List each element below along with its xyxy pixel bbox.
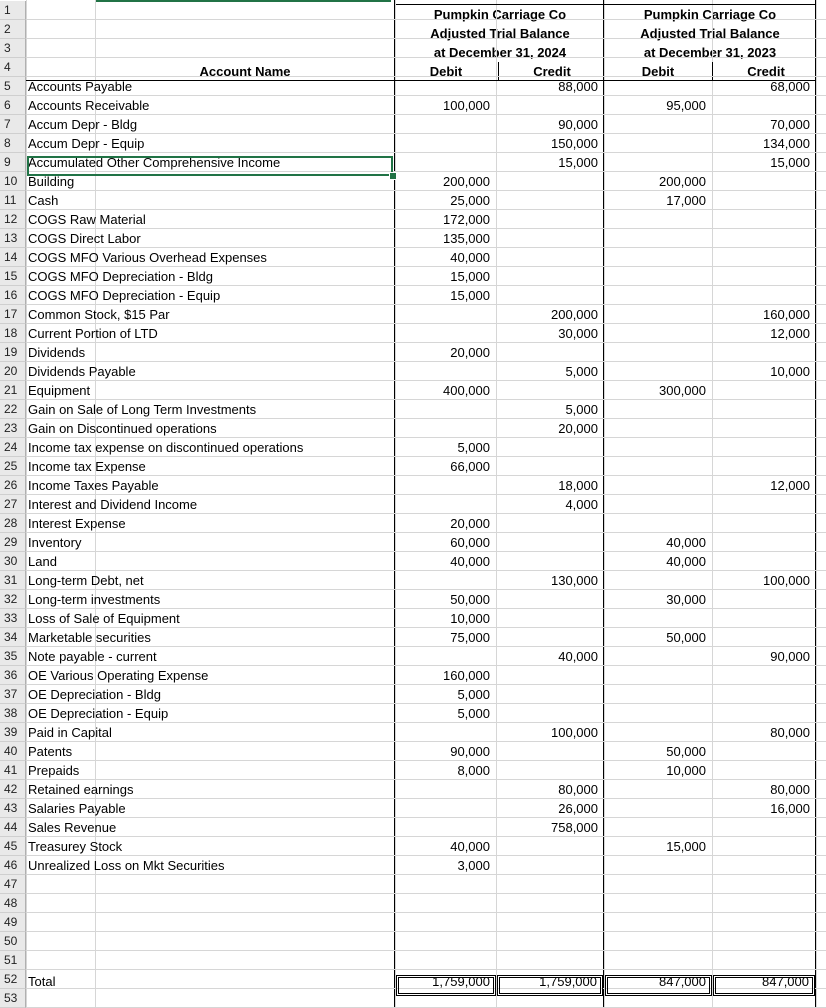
account-name-cell[interactable]: Long-term Debt, net	[28, 573, 144, 588]
credit-2024-cell[interactable]: 15,000	[558, 155, 598, 170]
date-2023[interactable]: at December 31, 2023	[643, 45, 777, 60]
credit-2024-cell[interactable]: 80,000	[558, 782, 598, 797]
account-name-cell[interactable]: Gain on Sale of Long Term Investments	[28, 402, 257, 417]
row-header[interactable]: 25	[0, 457, 26, 476]
debit-2023-cell[interactable]: 50,000	[666, 630, 706, 645]
total-label[interactable]: Total	[28, 974, 56, 989]
debit-2023-cell[interactable]	[604, 419, 712, 438]
row-header[interactable]: 7	[0, 115, 26, 134]
debit-2024-cell[interactable]: 135,000	[443, 231, 490, 246]
gridline-horizontal	[26, 931, 826, 932]
credit-2023-cell[interactable]: 12,000	[770, 326, 810, 341]
account-name-cell[interactable]: Treasurey Stock	[28, 839, 123, 854]
row-header[interactable]: 9	[0, 153, 26, 172]
debit-2024-cell[interactable]: 40,000	[450, 839, 490, 854]
credit-2024-cell[interactable]: 88,000	[558, 79, 598, 94]
account-name-cell[interactable]: Common Stock, $15 Par	[28, 307, 170, 322]
credit-2024-cell[interactable]: 5,000	[565, 402, 598, 417]
credit-2024-cell[interactable]: 90,000	[558, 117, 598, 132]
debit-2024-cell[interactable]: 66,000	[450, 459, 490, 474]
debit-2023-cell[interactable]	[604, 609, 712, 628]
row-header[interactable]: 45	[0, 837, 26, 856]
row-header[interactable]: 41	[0, 761, 26, 780]
debit-2023-cell[interactable]: 10,000	[666, 763, 706, 778]
row-header[interactable]: 39	[0, 723, 26, 742]
row-header[interactable]: 51	[0, 951, 26, 970]
row-header[interactable]: 49	[0, 913, 26, 932]
border-top	[396, 4, 816, 5]
account-name-cell[interactable]: Marketable securities	[28, 630, 151, 645]
row-header[interactable]: 6	[0, 96, 26, 115]
row-header[interactable]: 15	[0, 267, 26, 286]
credit-2023-cell[interactable]	[712, 666, 816, 685]
row-header[interactable]: 10	[0, 172, 26, 191]
row-header[interactable]: 5	[0, 77, 26, 96]
debit-2023-cell[interactable]	[604, 818, 712, 837]
debit-2024-cell[interactable]	[396, 134, 496, 153]
row-header[interactable]: 8	[0, 134, 26, 153]
account-name-header[interactable]: Account Name	[199, 64, 291, 79]
credit-2024-cell[interactable]	[496, 704, 604, 723]
credit-2023-cell[interactable]: 70,000	[770, 117, 810, 132]
credit-2023-cell[interactable]	[712, 704, 816, 723]
credit-2023-cell[interactable]: 160,000	[763, 307, 810, 322]
row-header[interactable]: 21	[0, 381, 26, 400]
account-name-cell[interactable]: Loss of Sale of Equipment	[28, 611, 180, 626]
debit-2024-cell[interactable]	[396, 153, 496, 172]
debit-2024-cell[interactable]	[396, 571, 496, 590]
debit-2023-cell[interactable]: 40,000	[666, 554, 706, 569]
credit-2024-cell[interactable]	[496, 210, 604, 229]
row-header[interactable]: 26	[0, 476, 26, 495]
credit-2023-cell[interactable]	[712, 533, 816, 552]
credit-2023-cell[interactable]	[712, 856, 816, 875]
debit-2023-cell[interactable]	[604, 666, 712, 685]
debit-2023-cell[interactable]	[604, 799, 712, 818]
credit-2023-cell[interactable]	[712, 514, 816, 533]
debit-2023-cell[interactable]: 200,000	[659, 174, 706, 189]
debit-2023-cell[interactable]	[604, 134, 712, 153]
debit-2023-cell[interactable]	[604, 780, 712, 799]
debit-2024-cell[interactable]: 20,000	[450, 516, 490, 531]
row-header[interactable]: 19	[0, 343, 26, 362]
gridline-horizontal	[26, 38, 826, 39]
debit-2023-cell[interactable]	[604, 153, 712, 172]
account-name-cell[interactable]: Inventory	[28, 535, 82, 550]
debit-2024-cell[interactable]: 8,000	[457, 763, 490, 778]
credit-2024-cell[interactable]	[496, 438, 604, 457]
debit-2024-cell[interactable]	[396, 647, 496, 666]
row-header[interactable]: 12	[0, 210, 26, 229]
account-name-cell[interactable]: Sales Revenue	[28, 820, 117, 835]
credit-2024-cell[interactable]	[496, 457, 604, 476]
total-credit-2023[interactable]: 847,000	[762, 974, 809, 989]
debit-2023-cell[interactable]	[604, 305, 712, 324]
credit-2023-cell[interactable]	[712, 590, 816, 609]
debit-2023-cell[interactable]	[604, 495, 712, 514]
row-header[interactable]: 28	[0, 514, 26, 533]
account-name-cell[interactable]: Land	[28, 554, 57, 569]
debit-2024-cell[interactable]	[396, 799, 496, 818]
row-header[interactable]: 17	[0, 305, 26, 324]
debit-2024-cell[interactable]	[396, 723, 496, 742]
debit-2023-cell[interactable]	[604, 248, 712, 267]
row-header[interactable]: 3	[0, 39, 26, 58]
credit-2024-cell[interactable]	[496, 628, 604, 647]
debit-2023-cell[interactable]: 95,000	[666, 98, 706, 113]
credit-2023-cell[interactable]	[712, 685, 816, 704]
credit-2023-cell[interactable]: 15,000	[770, 155, 810, 170]
credit-2023-cell[interactable]	[712, 495, 816, 514]
row-header[interactable]: 53	[0, 989, 26, 1008]
debit-2024-cell[interactable]: 400,000	[443, 383, 490, 398]
debit-2023-cell[interactable]	[604, 704, 712, 723]
debit-2024-cell[interactable]	[396, 324, 496, 343]
debit-2024-cell[interactable]: 50,000	[450, 592, 490, 607]
account-name-cell[interactable]: Gain on Discontinued operations	[28, 421, 217, 436]
debit-2023-cell[interactable]	[604, 571, 712, 590]
debit-2023-cell[interactable]: 40,000	[666, 535, 706, 550]
row-header[interactable]: 14	[0, 248, 26, 267]
debit-2024-cell[interactable]: 5,000	[457, 706, 490, 721]
credit-2024-cell[interactable]	[496, 552, 604, 571]
debit-2023-cell[interactable]	[604, 514, 712, 533]
account-name-cell[interactable]: OE Depreciation - Bldg	[28, 687, 161, 702]
credit-2024-cell[interactable]: 26,000	[558, 801, 598, 816]
debit-2023-cell[interactable]	[604, 647, 712, 666]
account-name-cell[interactable]: Interest Expense	[28, 516, 126, 531]
debit-2023-cell[interactable]	[604, 286, 712, 305]
credit-2024-cell[interactable]: 100,000	[551, 725, 598, 740]
debit-2023-cell[interactable]	[604, 476, 712, 495]
total-credit-2024[interactable]: 1,759,000	[539, 974, 597, 989]
debit-2024-cell[interactable]	[396, 495, 496, 514]
debit-2023-cell[interactable]	[604, 267, 712, 286]
debit-2024-cell[interactable]	[396, 400, 496, 419]
credit-2023-cell[interactable]	[712, 343, 816, 362]
credit-2024-cell[interactable]	[496, 96, 604, 115]
credit-2024-cell[interactable]: 758,000	[551, 820, 598, 835]
total-debit-2023[interactable]: 847,000	[659, 974, 706, 989]
credit-2023-cell[interactable]	[712, 742, 816, 761]
account-name-cell[interactable]: COGS MFO Depreciation - Equip	[28, 288, 221, 303]
account-name-cell[interactable]: Long-term investments	[28, 592, 161, 607]
debit-2023-cell[interactable]	[604, 343, 712, 362]
debit-2024-cell[interactable]	[396, 305, 496, 324]
credit-2023-cell[interactable]: 80,000	[770, 782, 810, 797]
credit-2024-cell[interactable]	[496, 837, 604, 856]
debit-2024-cell[interactable]: 10,000	[450, 611, 490, 626]
row-header[interactable]: 1	[0, 1, 26, 20]
row-header[interactable]: 33	[0, 609, 26, 628]
debit-2024-cell[interactable]	[396, 419, 496, 438]
credit-2024-cell[interactable]: 130,000	[551, 573, 598, 588]
account-name-cell[interactable]: Accounts Receivable	[28, 98, 150, 113]
credit-2023-cell[interactable]	[712, 457, 816, 476]
credit-2023-cell[interactable]	[712, 400, 816, 419]
row-header[interactable]: 11	[0, 191, 26, 210]
gridline-horizontal	[26, 19, 826, 20]
debit-2023-header[interactable]: Debit	[641, 64, 675, 79]
credit-2023-cell[interactable]: 134,000	[763, 136, 810, 151]
debit-2024-cell[interactable]	[396, 818, 496, 837]
account-name-cell[interactable]: Income Taxes Payable	[28, 478, 159, 493]
row-header[interactable]: 23	[0, 419, 26, 438]
debit-2024-cell[interactable]	[396, 77, 496, 96]
row-header[interactable]: 40	[0, 742, 26, 761]
credit-2023-cell[interactable]: 10,000	[770, 364, 810, 379]
debit-2024-cell[interactable]: 160,000	[443, 668, 490, 683]
debit-2024-cell[interactable]	[396, 115, 496, 134]
credit-2023-cell[interactable]	[712, 210, 816, 229]
row-header[interactable]: 2	[0, 20, 26, 39]
credit-2024-cell[interactable]	[496, 685, 604, 704]
debit-2023-cell[interactable]: 50,000	[666, 744, 706, 759]
credit-2024-cell[interactable]	[496, 856, 604, 875]
account-name-cell[interactable]: Current Portion of LTD	[28, 326, 158, 341]
account-name-cell[interactable]: Building	[28, 174, 75, 189]
credit-2024-cell[interactable]	[496, 590, 604, 609]
row-header[interactable]: 22	[0, 400, 26, 419]
date-2024[interactable]: at December 31, 2024	[433, 45, 567, 60]
credit-2024-cell[interactable]: 150,000	[551, 136, 598, 151]
debit-2024-header[interactable]: Debit	[429, 64, 463, 79]
credit-2024-cell[interactable]: 5,000	[565, 364, 598, 379]
row-header[interactable]: 16	[0, 286, 26, 305]
credit-2024-cell[interactable]	[496, 381, 604, 400]
credit-2023-cell[interactable]	[712, 609, 816, 628]
active-column-indicator	[95, 0, 391, 2]
account-name-cell[interactable]: Accumulated Other Comprehensive Income	[28, 155, 281, 170]
row-header[interactable]: 32	[0, 590, 26, 609]
account-name-cell[interactable]: Accounts Payable	[28, 79, 133, 94]
debit-2024-cell[interactable]	[396, 362, 496, 381]
debit-2023-cell[interactable]: 15,000	[666, 839, 706, 854]
credit-2023-cell[interactable]	[712, 96, 816, 115]
row-header[interactable]: 52	[0, 970, 26, 989]
debit-2023-cell[interactable]	[604, 77, 712, 96]
row-header[interactable]: 20	[0, 362, 26, 381]
account-name-cell[interactable]: Prepaids	[28, 763, 80, 778]
credit-2024-cell[interactable]: 18,000	[558, 478, 598, 493]
credit-2023-cell[interactable]	[712, 837, 816, 856]
row-header[interactable]: 42	[0, 780, 26, 799]
row-header[interactable]: 18	[0, 324, 26, 343]
row-header[interactable]: 34	[0, 628, 26, 647]
row-header[interactable]: 24	[0, 438, 26, 457]
credit-2023-header[interactable]: Credit	[747, 64, 785, 79]
row-header[interactable]: 35	[0, 647, 26, 666]
credit-2023-cell[interactable]	[712, 381, 816, 400]
credit-2024-cell[interactable]	[496, 286, 604, 305]
row-header[interactable]: 43	[0, 799, 26, 818]
debit-2023-cell[interactable]	[604, 400, 712, 419]
selected-cell-outline	[27, 156, 393, 176]
credit-2024-cell[interactable]	[496, 172, 604, 191]
debit-2024-cell[interactable]: 200,000	[443, 174, 490, 189]
row-header[interactable]: 29	[0, 533, 26, 552]
credit-2024-cell[interactable]	[496, 533, 604, 552]
credit-2023-cell[interactable]	[712, 286, 816, 305]
row-header[interactable]: 4	[0, 58, 26, 77]
credit-2023-cell[interactable]	[712, 761, 816, 780]
debit-2023-cell[interactable]	[604, 362, 712, 381]
row-header[interactable]: 50	[0, 932, 26, 951]
credit-2024-cell[interactable]	[496, 742, 604, 761]
fill-handle[interactable]	[389, 172, 397, 180]
row-header[interactable]: 47	[0, 875, 26, 894]
credit-2023-cell[interactable]: 100,000	[763, 573, 810, 588]
total-debit-2024[interactable]: 1,759,000	[432, 974, 490, 989]
gridline-horizontal	[26, 969, 826, 970]
account-name-cell[interactable]: Equipment	[28, 383, 91, 398]
debit-2023-cell[interactable]	[604, 229, 712, 248]
row-header[interactable]: 30	[0, 552, 26, 571]
debit-2023-cell[interactable]	[604, 324, 712, 343]
account-name-cell[interactable]: COGS MFO Depreciation - Bldg	[28, 269, 213, 284]
debit-2024-cell[interactable]: 100,000	[443, 98, 490, 113]
row-header[interactable]: 44	[0, 818, 26, 837]
credit-2024-cell[interactable]: 30,000	[558, 326, 598, 341]
credit-2023-cell[interactable]: 12,000	[770, 478, 810, 493]
credit-2023-cell[interactable]	[712, 552, 816, 571]
row-header[interactable]: 13	[0, 229, 26, 248]
credit-2024-cell[interactable]	[496, 248, 604, 267]
account-name-cell[interactable]: Dividends Payable	[28, 364, 136, 379]
credit-2024-cell[interactable]	[496, 666, 604, 685]
row-header[interactable]: 27	[0, 495, 26, 514]
debit-2024-cell[interactable]	[396, 780, 496, 799]
account-name-cell[interactable]: COGS MFO Various Overhead Expenses	[28, 250, 267, 265]
account-name-cell[interactable]: Accum Depr - Bldg	[28, 117, 138, 132]
account-name-cell[interactable]: Retained earnings	[28, 782, 134, 797]
account-name-cell[interactable]: OE Depreciation - Equip	[28, 706, 169, 721]
account-name-cell[interactable]: Cash	[28, 193, 59, 208]
company-2024[interactable]: Pumpkin Carriage Co	[433, 7, 567, 22]
credit-2024-cell[interactable]: 4,000	[565, 497, 598, 512]
row-header[interactable]: 38	[0, 704, 26, 723]
debit-2024-cell[interactable]: 172,000	[443, 212, 490, 227]
credit-2024-cell[interactable]	[496, 229, 604, 248]
credit-2023-cell[interactable]	[712, 172, 816, 191]
row-header[interactable]: 36	[0, 666, 26, 685]
debit-2023-cell[interactable]	[604, 210, 712, 229]
credit-2023-cell[interactable]: 16,000	[770, 801, 810, 816]
debit-2024-cell[interactable]: 20,000	[450, 345, 490, 360]
title-2023[interactable]: Adjusted Trial Balance	[640, 26, 780, 41]
debit-2024-cell[interactable]: 25,000	[450, 193, 490, 208]
credit-2023-cell[interactable]	[712, 419, 816, 438]
account-name-cell[interactable]: Note payable - current	[28, 649, 157, 664]
gridline-horizontal	[26, 950, 826, 951]
account-name-cell[interactable]: Income tax Expense	[28, 459, 146, 474]
debit-2023-cell[interactable]	[604, 457, 712, 476]
row-header[interactable]: 46	[0, 856, 26, 875]
debit-2023-cell[interactable]	[604, 115, 712, 134]
credit-2023-cell[interactable]	[712, 818, 816, 837]
debit-2024-cell[interactable]: 75,000	[450, 630, 490, 645]
credit-2023-cell[interactable]	[712, 229, 816, 248]
credit-2023-cell[interactable]	[712, 191, 816, 210]
account-name-cell[interactable]: Income tax expense on discontinued operations	[28, 440, 304, 455]
debit-2024-cell[interactable]: 40,000	[450, 250, 490, 265]
credit-2024-cell[interactable]: 20,000	[558, 421, 598, 436]
debit-2024-cell[interactable]: 15,000	[450, 288, 490, 303]
debit-2023-cell[interactable]	[604, 438, 712, 457]
gridline-horizontal	[26, 57, 826, 58]
account-name-cell[interactable]: Paid in Capital	[28, 725, 112, 740]
row-header[interactable]: 31	[0, 571, 26, 590]
account-name-cell[interactable]: Patents	[28, 744, 73, 759]
gridline-horizontal	[26, 912, 826, 913]
company-2023[interactable]: Pumpkin Carriage Co	[643, 7, 777, 22]
title-2024[interactable]: Adjusted Trial Balance	[430, 26, 570, 41]
credit-2024-cell[interactable]	[496, 343, 604, 362]
credit-2023-cell[interactable]	[712, 438, 816, 457]
account-name-cell[interactable]: Dividends	[28, 345, 86, 360]
debit-2023-cell[interactable]	[604, 723, 712, 742]
account-name-cell[interactable]: Salaries Payable	[28, 801, 126, 816]
debit-2023-cell[interactable]: 300,000	[659, 383, 706, 398]
account-name-cell[interactable]: COGS Direct Labor	[28, 231, 141, 246]
credit-2023-cell[interactable]	[712, 628, 816, 647]
credit-2024-cell[interactable]	[496, 267, 604, 286]
debit-2024-cell[interactable]: 5,000	[457, 440, 490, 455]
credit-2024-cell[interactable]: 40,000	[558, 649, 598, 664]
account-name-cell[interactable]: Accum Depr - Equip	[28, 136, 145, 151]
gridline-horizontal	[26, 893, 826, 894]
debit-2024-cell[interactable]: 40,000	[450, 554, 490, 569]
credit-2023-cell[interactable]: 68,000	[770, 79, 810, 94]
debit-2023-cell[interactable]	[604, 856, 712, 875]
account-name-cell[interactable]: OE Various Operating Expense	[28, 668, 209, 683]
debit-2024-cell[interactable]: 60,000	[450, 535, 490, 550]
account-name-cell[interactable]: Interest and Dividend Income	[28, 497, 198, 512]
credit-2024-cell[interactable]	[496, 609, 604, 628]
credit-2023-cell[interactable]: 80,000	[770, 725, 810, 740]
credit-2023-cell[interactable]: 90,000	[770, 649, 810, 664]
debit-2024-cell[interactable]	[396, 476, 496, 495]
debit-2023-cell[interactable]: 17,000	[666, 193, 706, 208]
credit-2023-cell[interactable]	[712, 267, 816, 286]
debit-2023-cell[interactable]: 30,000	[666, 592, 706, 607]
debit-2024-cell[interactable]: 3,000	[457, 858, 490, 873]
credit-2024-cell[interactable]	[496, 514, 604, 533]
row-header[interactable]: 48	[0, 894, 26, 913]
credit-2024-cell[interactable]: 200,000	[551, 307, 598, 322]
account-name-cell[interactable]: COGS Raw Material	[28, 212, 146, 227]
debit-2024-cell[interactable]: 90,000	[450, 744, 490, 759]
credit-2023-cell[interactable]	[712, 248, 816, 267]
credit-2024-cell[interactable]	[496, 191, 604, 210]
row-header[interactable]: 37	[0, 685, 26, 704]
debit-2024-cell[interactable]: 5,000	[457, 687, 490, 702]
credit-2024-cell[interactable]	[496, 761, 604, 780]
debit-2023-cell[interactable]	[604, 685, 712, 704]
debit-2024-cell[interactable]: 15,000	[450, 269, 490, 284]
account-name-cell[interactable]: Unrealized Loss on Mkt Securities	[28, 858, 225, 873]
credit-2024-header[interactable]: Credit	[533, 64, 571, 79]
